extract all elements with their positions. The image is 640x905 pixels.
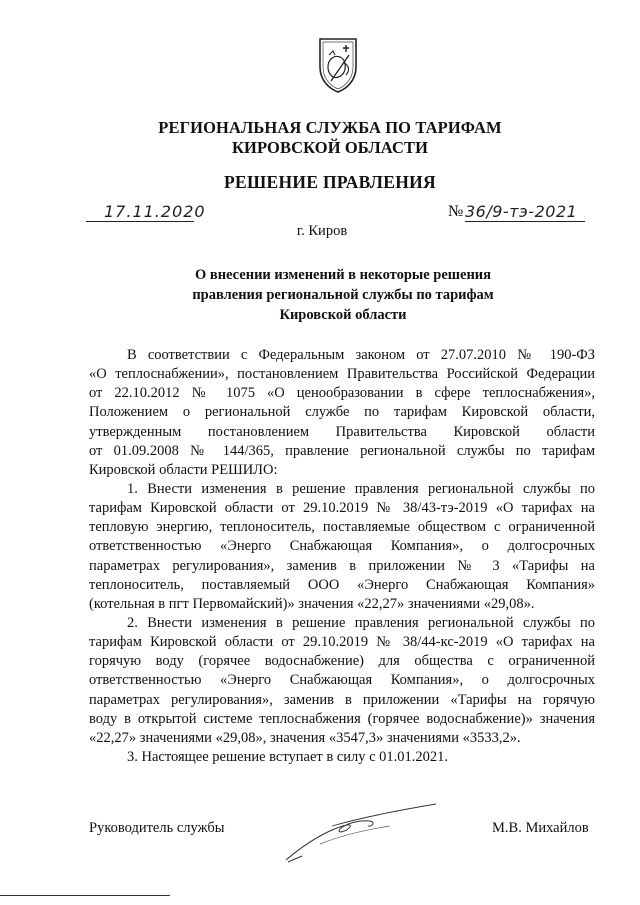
body-line: теплоноситель, поставляемый ООО «Энерго Снабжающая Компания» xyxy=(89,576,595,593)
organization-name-line2: КИРОВСКОЙ ОБЛАСТИ xyxy=(231,138,429,157)
signatory-title: Руководитель службы xyxy=(89,820,225,836)
subject-line: Кировской области xyxy=(279,307,407,323)
document-type-title: РЕШЕНИЕ ПРАВЛЕНИЯ xyxy=(224,172,436,192)
body-line: от 22.10.2012 № 1075 «О ценообразовании в сфере теплоснабжения», xyxy=(89,385,595,402)
body-line: В соответствии с Федеральным законом от 27.07.2010 № 190-ФЗ xyxy=(127,347,595,363)
decision-date: 17.11.2020 xyxy=(104,202,206,221)
body-line: Положением о региональной службе по тарифам Кировской области, xyxy=(89,404,595,421)
body-line: параметрах регулирования», заменив в приложении «Тарифы на горячую xyxy=(89,691,595,708)
body-line: тепловую энергию, теплоноситель, поставляемые обществом с ограниченной xyxy=(89,519,595,536)
body-line: 3. Настоящее решение вступает в силу с 01.01.2021. xyxy=(127,748,449,765)
subject-line: О внесении изменений в некоторые решения xyxy=(194,267,492,283)
signatory-name: М.В. Михайлов xyxy=(492,820,589,836)
body-line: параметрах регулирования», заменив в приложении № 3 «Тарифы на xyxy=(89,557,595,574)
subject-line: правления региональной службы по тарифам xyxy=(192,287,494,303)
body-line: горячую воду (горячее водоснабжение) для общества с ограниченной xyxy=(89,653,595,670)
number-sign: № xyxy=(448,203,464,220)
body-line: воду в открытой системе теплоснабжения (горячее водоснабжение)» значения xyxy=(89,710,595,727)
body-line: «О теплоснабжении», постановлением Правительства Российской Федерации xyxy=(89,366,595,383)
decision-body xyxy=(89,346,595,767)
body-line: (котельная в пгт Первомайский)» значения «22,27» значениями «29,08». xyxy=(89,595,535,612)
decision-subject xyxy=(160,265,526,325)
city-name: г. Киров xyxy=(296,223,348,239)
date-underline xyxy=(86,221,194,222)
organization-name-line1: РЕГИОНАЛЬНАЯ СЛУЖБА ПО ТАРИФАМ xyxy=(158,118,502,137)
body-line: 1. Внести изменения в решение правления региональной службы по xyxy=(127,480,595,497)
decision-number: 36/9-тэ-2021 xyxy=(465,202,578,221)
number-underline xyxy=(465,221,585,222)
bottom-edge-line xyxy=(0,895,170,896)
body-line: утвержденным постановлением Правительства Кировской области xyxy=(89,423,595,440)
body-line: «22,27» значениями «29,08», значения «3547,3» значениями «3533,2». xyxy=(89,729,521,746)
body-line: от 01.09.2008 № 144/365, правление региональной службы по тарифам xyxy=(89,442,595,459)
body-line: ответственностью «Энерго Снабжающая Компания», о долгосрочных xyxy=(89,672,595,689)
body-line: тарифам Кировской области от 29.10.2019 № 38/43-тэ-2019 «О тарифах на xyxy=(89,500,595,517)
body-line: Кировской области РЕШИЛО: xyxy=(89,461,278,478)
body-line: ответственностью «Энерго Снабжающая Компания», о долгосрочных xyxy=(89,538,595,555)
body-line: 2. Внести изменения в решение правления региональной службы по xyxy=(127,614,595,631)
kirov-coat-of-arms-icon xyxy=(316,37,360,93)
body-line: тарифам Кировской области от 29.10.2019 № 38/44-кс-2019 «О тарифах на xyxy=(89,634,595,651)
handwritten-signature-icon xyxy=(280,796,440,866)
